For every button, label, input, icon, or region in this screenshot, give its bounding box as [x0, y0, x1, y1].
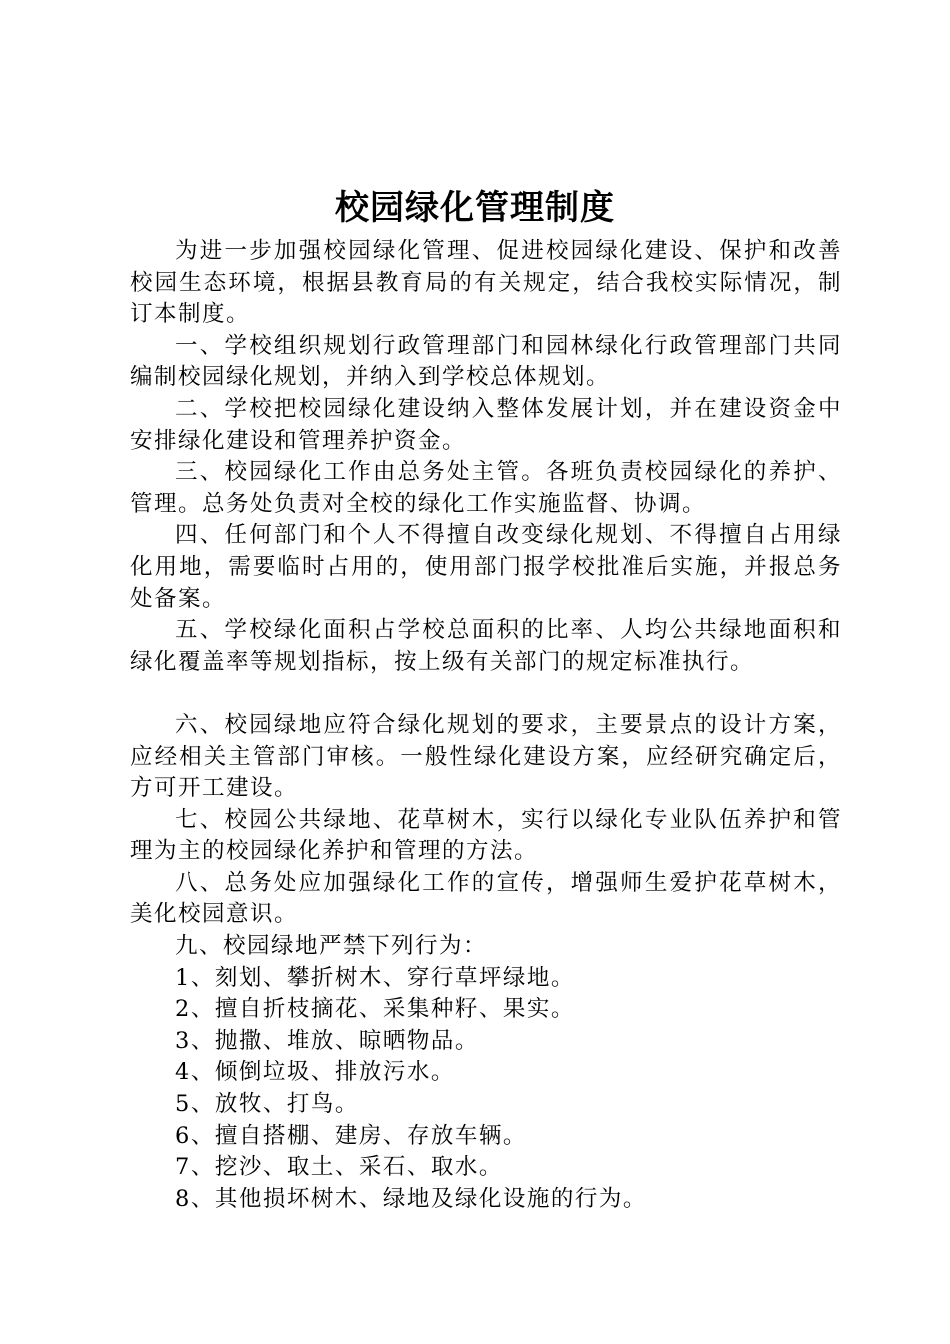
prohibited-item-7: 7、挖沙、取土、采石、取水。: [175, 1154, 503, 1181]
intro-paragraph: 为进一步加强校园绿化管理、促进校园绿化建设、保护和改善校园生态环境，根据县教育局的有关规定，结合我校实际情况，制订本制度。: [130, 238, 842, 328]
document-title: 校园绿化管理制度: [335, 188, 615, 228]
prohibited-item-2: 2、擅自折枝摘花、采集种籽、果实。: [175, 996, 575, 1023]
prohibited-item-8: 8、其他损坏树木、绿地及绿化设施的行为。: [175, 1185, 647, 1212]
prohibited-item-5: 5、放牧、打鸟。: [175, 1091, 359, 1118]
article-5: 五、学校绿化面积占学校总面积的比率、人均公共绿地面积和绿化覆盖率等规划指标，按上级有关部门的规定标准执行。: [130, 617, 842, 675]
document-body: [130, 236, 842, 1215]
article-7: 七、校园公共绿地、花草树木，实行以绿化专业队伍养护和管理为主的校园绿化养护和管理的方法。: [130, 806, 842, 865]
prohibited-item-3: 3、抛撒、堆放、晾晒物品。: [175, 1027, 479, 1054]
article-4: 四、任何部门和个人不得擅自改变绿化规划、不得擅自占用绿化用地，需要临时占用的，使用部门报学校批准后实施，并报总务处备案。: [130, 522, 842, 612]
article-1: 一、学校组织规划行政管理部门和园林绿化行政管理部门共同编制校园绿化规划，并纳入到学校总体规划。: [130, 332, 842, 391]
article-9: 九、校园绿地严禁下列行为：: [175, 933, 488, 960]
prohibited-item-1: 1、刻划、攀折树木、穿行草坪绿地。: [175, 964, 575, 991]
article-3: 三、校园绿化工作由总务处主管。各班负责校园绿化的养护、管理。总务处负责对全校的绿化工作实施监督、协调。: [130, 459, 842, 517]
prohibited-item-6: 6、擅自搭棚、建房、存放车辆。: [175, 1122, 527, 1149]
article-8: 八、总务处应加强绿化工作的宣传，增强师生爱护花草树木，美化校园意识。: [130, 869, 842, 928]
prohibited-item-4: 4、倾倒垃圾、排放污水。: [175, 1059, 455, 1086]
article-2: 二、学校把校园绿化建设纳入整体发展计划，并在建设资金中安排绿化建设和管理养护资金。: [130, 395, 842, 454]
article-6: 六、校园绿地应符合绿化规划的要求，主要景点的设计方案，应经相关主管部门审核。一般性绿化建设方案，应经研究确定后，方可开工建设。: [130, 711, 842, 802]
